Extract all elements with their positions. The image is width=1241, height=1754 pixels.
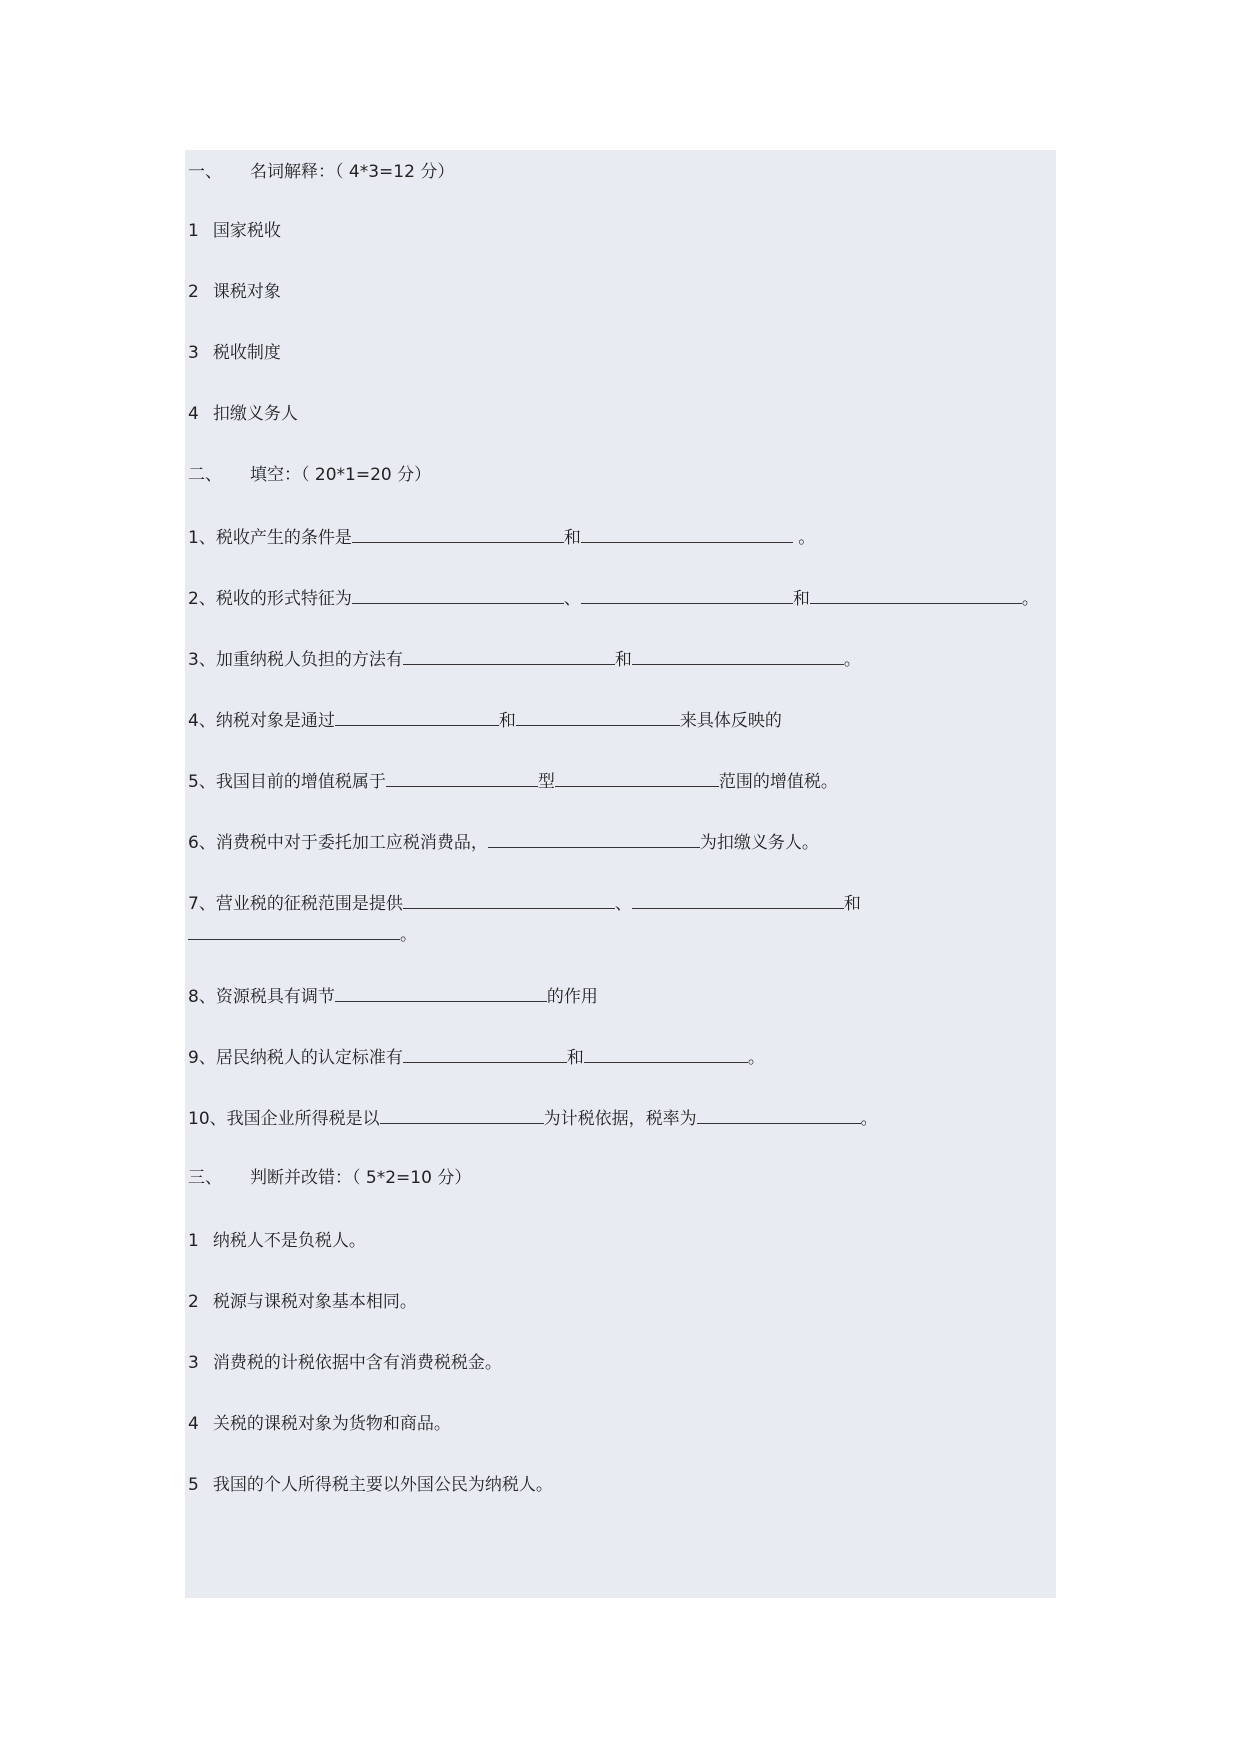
section-1-heading bbox=[188, 160, 454, 184]
judge-text: 消费税的计税依据中含有消费税税金。 bbox=[212, 1353, 502, 1373]
question-text: 7、营业税的征税范围是提供 bbox=[188, 894, 403, 914]
fill-question-1 bbox=[188, 524, 815, 550]
fill-question-5 bbox=[188, 768, 838, 794]
answer-blank[interactable] bbox=[335, 983, 547, 1002]
section-1-number: 一、 bbox=[188, 162, 222, 182]
answer-blank[interactable] bbox=[403, 646, 615, 665]
answer-blank[interactable] bbox=[352, 524, 564, 543]
question-text: 为扣缴义务人。 bbox=[699, 833, 819, 853]
question-text: 10、我国企业所得税是以 bbox=[188, 1109, 380, 1129]
judge-item bbox=[188, 1473, 553, 1497]
answer-blank[interactable] bbox=[488, 829, 700, 848]
term-number: 3 bbox=[188, 343, 199, 363]
term-item bbox=[188, 280, 281, 304]
exam-panel bbox=[185, 150, 1056, 1598]
section-1-title: 名词解释：（ 4*3=12 分） bbox=[250, 162, 455, 182]
fill-question-6 bbox=[188, 829, 819, 855]
question-text: 和 bbox=[566, 1048, 584, 1068]
question-text: 。 bbox=[1021, 589, 1039, 609]
term-text: 扣缴义务人 bbox=[212, 404, 298, 424]
judge-item bbox=[188, 1229, 366, 1253]
answer-blank[interactable] bbox=[516, 707, 680, 726]
question-text: 和 bbox=[563, 528, 581, 548]
question-text: 。 bbox=[792, 528, 816, 548]
question-text: 5、我国目前的增值税属于 bbox=[188, 772, 386, 792]
answer-blank[interactable] bbox=[403, 1044, 567, 1063]
answer-blank[interactable] bbox=[188, 921, 400, 940]
question-text: 。 bbox=[400, 925, 417, 945]
judge-number: 5 bbox=[188, 1475, 199, 1495]
term-number: 1 bbox=[188, 221, 199, 241]
term-number: 4 bbox=[188, 404, 199, 424]
answer-blank[interactable] bbox=[555, 768, 719, 787]
answer-blank[interactable] bbox=[335, 707, 499, 726]
fill-question-7-cont bbox=[188, 921, 417, 947]
answer-blank[interactable] bbox=[380, 1105, 544, 1124]
answer-blank[interactable] bbox=[810, 585, 1022, 604]
question-text: 。 bbox=[860, 1109, 878, 1129]
question-text: 来具体反映的 bbox=[679, 711, 782, 731]
question-text: 2、税收的形式特征为 bbox=[188, 589, 352, 609]
term-text: 国家税收 bbox=[212, 221, 281, 241]
answer-blank[interactable] bbox=[352, 585, 564, 604]
term-number: 2 bbox=[188, 282, 199, 302]
judge-item bbox=[188, 1290, 417, 1314]
judge-text: 我国的个人所得税主要以外国公民为纳税人。 bbox=[212, 1475, 553, 1495]
question-text: 。 bbox=[747, 1048, 765, 1068]
judge-number: 2 bbox=[188, 1292, 199, 1312]
section-3-number: 三、 bbox=[188, 1168, 222, 1188]
term-text: 税收制度 bbox=[212, 343, 281, 363]
term-item bbox=[188, 341, 281, 365]
question-text: 3、加重纳税人负担的方法有 bbox=[188, 650, 403, 670]
question-text: 6、消费税中对于委托加工应税消费品， bbox=[188, 833, 488, 853]
fill-question-2 bbox=[188, 585, 1039, 611]
question-text: 和 bbox=[614, 650, 632, 670]
question-text: 、 bbox=[563, 589, 581, 609]
answer-blank[interactable] bbox=[581, 524, 793, 543]
fill-question-4 bbox=[188, 707, 782, 733]
term-item bbox=[188, 402, 298, 426]
question-text: 9、居民纳税人的认定标准有 bbox=[188, 1048, 403, 1068]
question-text: 和 bbox=[792, 589, 810, 609]
judge-number: 3 bbox=[188, 1353, 199, 1373]
answer-blank[interactable] bbox=[584, 1044, 748, 1063]
answer-blank[interactable] bbox=[632, 646, 844, 665]
question-text: 。 bbox=[843, 650, 861, 670]
question-text: 为计税依据，税率为 bbox=[543, 1109, 697, 1129]
answer-blank[interactable] bbox=[632, 890, 844, 909]
question-text: 型 bbox=[537, 772, 555, 792]
question-text: 、 bbox=[614, 894, 632, 914]
judge-item bbox=[188, 1412, 451, 1436]
answer-blank[interactable] bbox=[403, 890, 615, 909]
question-text: 4、纳税对象是通过 bbox=[188, 711, 335, 731]
judge-text: 关税的课税对象为货物和商品。 bbox=[212, 1414, 451, 1434]
question-text: 的作用 bbox=[546, 987, 598, 1007]
question-text: 和 bbox=[498, 711, 516, 731]
section-2-title: 填空：（ 20*1=20 分） bbox=[250, 465, 432, 485]
section-3-heading bbox=[188, 1166, 471, 1190]
answer-blank[interactable] bbox=[697, 1105, 861, 1124]
question-text: 范围的增值税。 bbox=[718, 772, 838, 792]
fill-question-9 bbox=[188, 1044, 765, 1070]
question-text: 8、资源税具有调节 bbox=[188, 987, 335, 1007]
question-text: 1、税收产生的条件是 bbox=[188, 528, 352, 548]
question-text: 和 bbox=[843, 894, 861, 914]
fill-question-7 bbox=[188, 890, 861, 916]
judge-text: 税源与课税对象基本相同。 bbox=[212, 1292, 417, 1312]
judge-item bbox=[188, 1351, 502, 1375]
term-text: 课税对象 bbox=[212, 282, 281, 302]
judge-number: 1 bbox=[188, 1231, 199, 1251]
fill-question-10 bbox=[188, 1105, 878, 1131]
answer-blank[interactable] bbox=[386, 768, 538, 787]
section-3-title: 判断并改错：（ 5*2=10 分） bbox=[250, 1168, 472, 1188]
answer-blank[interactable] bbox=[581, 585, 793, 604]
judge-text: 纳税人不是负税人。 bbox=[212, 1231, 366, 1251]
section-2-number: 二、 bbox=[188, 465, 222, 485]
fill-question-8 bbox=[188, 983, 598, 1009]
fill-question-3 bbox=[188, 646, 861, 672]
term-item bbox=[188, 219, 281, 243]
judge-number: 4 bbox=[188, 1414, 199, 1434]
section-2-heading bbox=[188, 463, 431, 487]
